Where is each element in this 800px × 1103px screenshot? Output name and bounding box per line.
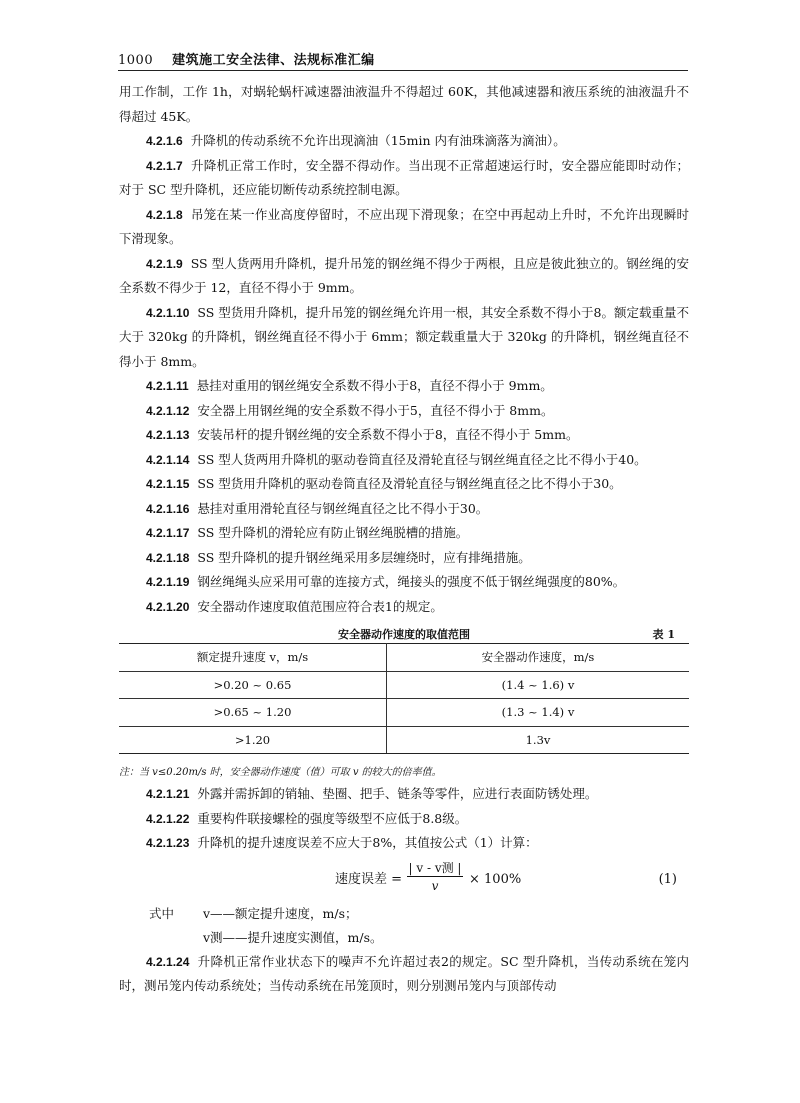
formula-lhs: 速度误差 =: [335, 871, 403, 887]
clause-text: 安全器动作速度取值范围应符合表1的规定。: [197, 598, 443, 614]
speed-error-formula: [119, 858, 689, 902]
clause-4-2-1-15: [119, 472, 689, 497]
clause-text: 悬挂对重用滑轮直径与钢丝绳直径之比不得小于30。: [197, 500, 489, 516]
clause-number: 4.2.1.8: [146, 207, 183, 222]
page-number: 1000: [118, 53, 154, 68]
clause-number: 4.2.1.24: [146, 954, 190, 969]
clause-number: 4.2.1.16: [146, 501, 190, 516]
clause-text: 吊笼在某一作业高度停留时，不应出现下滑现象；在空中再起动上升时，不允许出现瞬时下滑现象。: [119, 206, 689, 246]
clause-text: 升降机的提升速度误差不应大于8%，其值按公式（1）计算：: [197, 835, 538, 850]
book-title: 建筑施工安全法律、法规标准汇编: [172, 53, 375, 68]
table-header-cell: 额定提升速度 v，m/s: [119, 644, 387, 672]
table-note: 注：当 v≤0.20m/s 时，安全器动作速度（值）可取 v 的较大的倍率值。: [119, 767, 442, 778]
equation-number: (1): [658, 871, 677, 887]
clause-number: 4.2.1.22: [146, 811, 190, 826]
clause-number: 4.2.1.23: [146, 836, 190, 850]
clause-number: 4.2.1.12: [146, 403, 190, 418]
table-row: [119, 699, 689, 727]
clause-4-2-1-22: [119, 807, 689, 832]
clause-text: 钢丝绳绳头应采用可靠的连接方式，绳接头的强度不低于钢丝绳强度的80%。: [197, 574, 626, 589]
clause-text: 安全器上用钢丝绳的安全系数不得小于5，直径不得小于 8mm。: [197, 402, 554, 418]
clause-4-2-1-10: [119, 301, 689, 375]
table-cell: 1.3v: [387, 726, 690, 754]
table-cell: >0.65 ~ 1.20: [119, 699, 387, 727]
formula-tail: × 100%: [469, 871, 522, 887]
clause-number: 4.2.1.11: [146, 379, 189, 393]
table-cell: >1.20: [119, 726, 387, 754]
clause-4-2-1-9: [119, 252, 689, 301]
document-body: [119, 80, 689, 999]
table-title: 安全器动作速度的取值范围: [338, 628, 470, 641]
clause-text: SS 型货用升降机的驱动卷筒直径及滑轮直径与钢丝绳直径之比不得小于30。: [197, 476, 622, 491]
table-cell: (1.3 ~ 1.4) v: [387, 699, 690, 727]
clause-text: 重要构件联接螺栓的强度等级型不应低于8.8级。: [197, 810, 468, 826]
clause-4-2-1-14: [119, 448, 689, 473]
clause-4-2-1-16: [119, 497, 689, 522]
clause-text: 外露并需拆卸的销轴、垫圈、把手、链条等零件，应进行表面防锈处理。: [197, 786, 598, 801]
clause-4-2-1-11: [119, 374, 689, 399]
table-label: 表 1: [652, 628, 675, 641]
clause-number: 4.2.1.18: [146, 550, 190, 565]
clause-4-2-1-18: [119, 546, 689, 571]
clause-text: SS 型人货两用升降机，提升吊笼的钢丝绳不得少于两根，且应是彼此独立的。钢丝绳的安全系数不得少于 12，直径不得小于 9mm。: [119, 255, 689, 295]
clause-number: 4.2.1.20: [146, 599, 190, 614]
clause-number: 4.2.1.7: [146, 158, 183, 173]
formula-numerator: | v - v测 |: [408, 860, 462, 875]
clause-4-2-1-6: [119, 129, 689, 154]
clause-4-2-1-19: [119, 570, 689, 595]
table-header-row: [119, 644, 689, 672]
clause-text: SS 型升降机的提升钢丝绳采用多层缠绕时，应有排绳措施。: [197, 549, 531, 565]
clause-4-2-1-24: [119, 950, 689, 999]
clause-number: 4.2.1.21: [146, 787, 190, 801]
clause-text: 升降机的传动系统不允许出现滴油（15min 内有油珠滴落为滴油）。: [190, 133, 566, 148]
where-label: 式中: [149, 905, 175, 921]
running-header: [118, 49, 690, 68]
table-caption: [119, 621, 689, 643]
table-cell: >0.20 ~ 0.65: [119, 671, 387, 699]
definition-v-measured: v测——提升速度实测值，m/s。: [203, 929, 383, 945]
clause-4-2-1-21: [119, 782, 689, 807]
clause-text: SS 型人货两用升降机的驱动卷筒直径及滑轮直径与钢丝绳直径之比不得小于40。: [197, 451, 647, 467]
formula-definitions: [119, 902, 689, 950]
formula-denominator: v: [431, 878, 439, 893]
clause-4-2-1-8: [119, 203, 689, 252]
clause-4-2-1-13: [119, 423, 689, 448]
table-row: [119, 671, 689, 699]
clause-number: 4.2.1.6: [146, 134, 183, 148]
clause-number: 4.2.1.13: [146, 428, 190, 442]
clause-4-2-1-17: [119, 521, 689, 546]
clause-number: 4.2.1.9: [146, 256, 183, 271]
clause-4-2-1-12: [119, 399, 689, 424]
paragraph: [119, 80, 689, 129]
clause-text: 升降机正常工作时，安全器不得动作。当出现不正常超速运行时，安全器应能即时动作；对于 SC 型升降机，还应能切断传动系统控制电源。: [119, 157, 689, 197]
clause-number: 4.2.1.17: [146, 526, 190, 540]
clause-4-2-1-20: [119, 595, 689, 620]
clause-number: 4.2.1.15: [146, 477, 190, 491]
table-cell: (1.4 ~ 1.6) v: [387, 671, 690, 699]
clause-4-2-1-23: [119, 831, 689, 856]
clause-number: 4.2.1.14: [146, 452, 190, 467]
safety-device-speed-table: [119, 643, 689, 754]
formula-fraction: [407, 860, 463, 895]
clause-number: 4.2.1.19: [146, 575, 190, 589]
table-header-cell: 安全器动作速度，m/s: [387, 644, 690, 672]
table-row: [119, 726, 689, 754]
clause-text: SS 型货用升降机，提升吊笼的钢丝绳允许用一根，其安全系数不得小于8。额定载重量不大于 320kg 的升降机，钢丝绳直径不得小于 6mm；额定载重量大于 320kg 的升降机，钢丝绳直径不得小于 8mm。: [119, 304, 689, 369]
clause-text: 升降机正常作业状态下的噪声不允许超过表2的规定。SC 型升降机，当传动系统在笼内时，测吊笼内传动系统处；当传动系统在吊笼顶时，则分别测吊笼内与顶部传动: [119, 953, 689, 993]
clause-text: SS 型升降机的滑轮应有防止钢丝绳脱槽的措施。: [197, 525, 469, 540]
header-divider: [118, 70, 688, 71]
definition-v: v——额定提升速度，m/s；: [203, 905, 358, 921]
clause-text: 悬挂对重用的钢丝绳安全系数不得小于8，直径不得小于 9mm。: [196, 378, 553, 393]
clause-text: 安装吊杆的提升钢丝绳的安全系数不得小于8，直径不得小于 5mm。: [197, 427, 579, 442]
clause-number: 4.2.1.10: [146, 305, 190, 320]
clause-4-2-1-7: [119, 154, 689, 203]
paragraph-text: 用工作制，工作 1h，对蜗轮蜗杆减速器油液温升不得超过 60K，其他减速器和液压系统的油液温升不得超过 45K。: [119, 84, 689, 124]
